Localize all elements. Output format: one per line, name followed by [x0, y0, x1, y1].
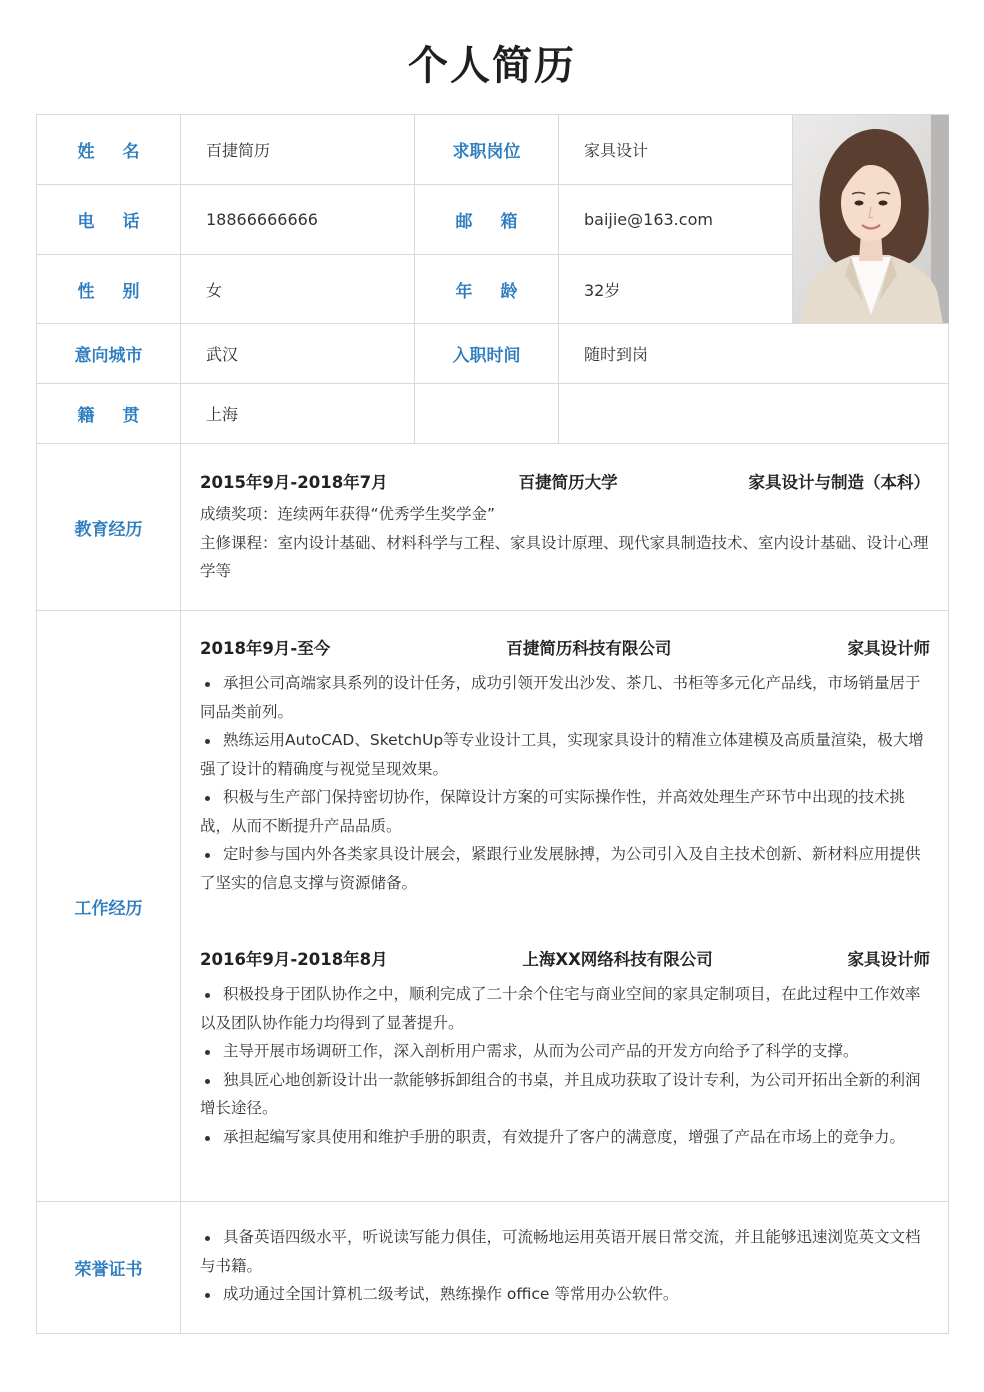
education-period: 2015年9月-2018年7月 [200, 473, 388, 492]
position-value: 家具设计 [559, 115, 793, 185]
origin-value: 上海 [181, 384, 415, 444]
city-value: 武汉 [181, 324, 415, 384]
list-item: 独具匠心地创新设计出一款能够拆卸组合的书桌，并且成功获取了设计专利，为公司开拓出全新的利润增长途径。 [200, 1066, 930, 1123]
origin-label: 籍贯 [37, 384, 181, 444]
age-label: 年龄 [415, 255, 559, 324]
phone-value: 18866666666 [181, 185, 415, 255]
phone-label: 电话 [37, 185, 181, 255]
education-awards: 成绩奖项：连续两年获得“优秀学生奖学金” [200, 505, 496, 523]
list-item: 主导开展市场调研工作，深入剖析用户需求，从而为公司产品的开发方向给予了科学的支撑。 [200, 1037, 930, 1066]
job-company: 上海XX网络科技有限公司 [522, 950, 713, 969]
profile-photo [793, 115, 949, 324]
education-header [200, 467, 930, 495]
empty-cell [415, 384, 559, 444]
list-item: 成功通过全国计算机二级考试，熟练操作 office 等常用办公软件。 [200, 1280, 930, 1309]
education-major: 家具设计与制造（本科） [748, 473, 930, 492]
honors-list [200, 1223, 930, 1309]
resume-table [36, 114, 949, 1334]
list-item: 积极投身于团队协作之中，顺利完成了二十余个住宅与商业空间的家具定制项目，在此过程中工作效率以及团队协作能力均得到了显著提升。 [200, 980, 930, 1037]
job-entry [200, 944, 930, 1151]
name-value: 百捷简历 [181, 115, 415, 185]
job-role: 家具设计师 [847, 639, 930, 658]
start-label: 入职时间 [415, 324, 559, 384]
job-header [200, 633, 930, 661]
job-duties [200, 980, 930, 1151]
portrait-illustration-icon [793, 115, 949, 324]
education-section [181, 444, 949, 611]
job-entry [200, 633, 930, 897]
email-value: baijie@163.com [559, 185, 793, 255]
job-company: 百捷简历科技有限公司 [506, 639, 672, 658]
position-label: 求职岗位 [415, 115, 559, 185]
job-header [200, 944, 930, 972]
start-value: 随时到岗 [559, 324, 949, 384]
honors-label: 荣誉证书 [37, 1202, 181, 1333]
list-item: 承担起编写家具使用和维护手册的职责，有效提升了客户的满意度，增强了产品在市场上的竞争力。 [200, 1123, 930, 1152]
page-title: 个人简历 [408, 43, 576, 89]
job-duties [200, 669, 930, 897]
age-value: 32岁 [559, 255, 793, 324]
city-label: 意向城市 [37, 324, 181, 384]
list-item: 定时参与国内外各类家具设计展会，紧跟行业发展脉搏，为公司引入及自主技术创新、新材料应用提供了坚实的信息支撑与资源储备。 [200, 840, 930, 897]
job-period: 2016年9月-2018年8月 [200, 950, 388, 969]
empty-cell [559, 384, 949, 444]
work-label: 工作经历 [37, 611, 181, 1202]
list-item: 积极与生产部门保持密切协作，保障设计方案的可实际操作性，并高效处理生产环节中出现的技术挑战，从而不断提升产品品质。 [200, 783, 930, 840]
gender-value: 女 [181, 255, 415, 324]
education-courses: 主修课程：室内设计基础、材料科学与工程、家具设计原理、现代家具制造技术、室内设计基础、设计心理学等 [200, 533, 929, 580]
gender-label: 性别 [37, 255, 181, 324]
job-role: 家具设计师 [847, 950, 930, 969]
job-period: 2018年9月-至今 [200, 639, 331, 658]
name-label: 姓名 [37, 115, 181, 185]
honors-section [181, 1202, 949, 1333]
education-school: 百捷简历大学 [518, 473, 618, 492]
list-item: 熟练运用AutoCAD、SketchUp等专业设计工具，实现家具设计的精准立体建模及高质量渲染，极大增强了设计的精确度与视觉呈现效果。 [200, 726, 930, 783]
work-section [181, 611, 949, 1202]
email-label: 邮箱 [415, 185, 559, 255]
education-label: 教育经历 [37, 444, 181, 611]
list-item: 承担公司高端家具系列的设计任务，成功引领开发出沙发、茶几、书柜等多元化产品线，市场销量居于同品类前列。 [200, 669, 930, 726]
list-item: 具备英语四级水平，听说读写能力俱佳，可流畅地运用英语开展日常交流，并且能够迅速浏览英文文档与书籍。 [200, 1223, 930, 1280]
